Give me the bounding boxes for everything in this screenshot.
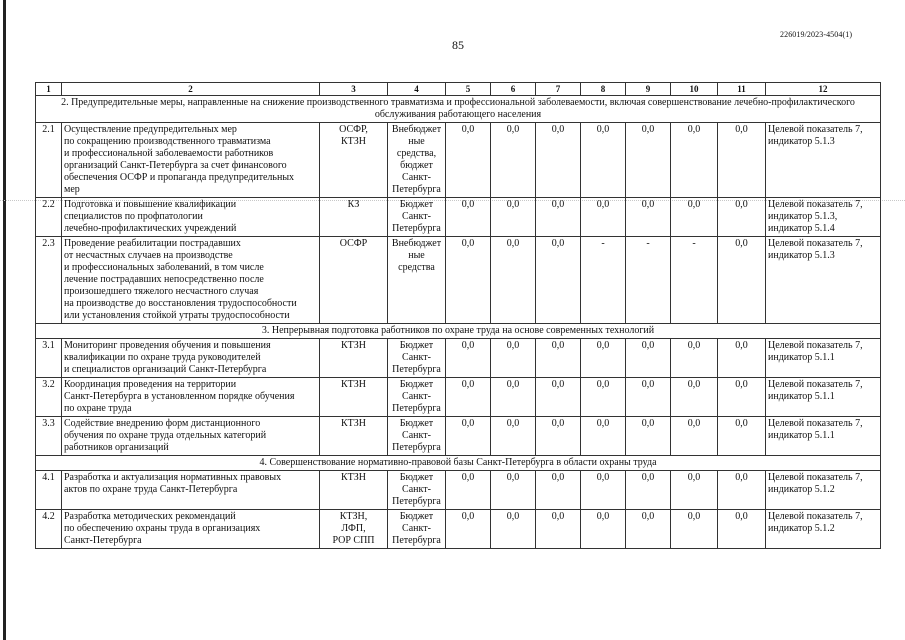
measure-description — [62, 123, 320, 198]
text-line: Петербурга — [392, 364, 441, 375]
text-line: Целевой показатель 7, — [768, 238, 863, 249]
section-header-row — [36, 456, 881, 471]
text-line: Разработка и актуализация нормативных правовых — [64, 472, 282, 483]
executor — [320, 378, 388, 417]
measure-description — [62, 510, 320, 549]
target-indicator — [766, 237, 881, 324]
text-line: или установления стойкой утраты трудоспособности — [64, 310, 290, 321]
funding-value: 0,0 — [718, 339, 766, 378]
text-line: Целевой показатель 7, — [768, 418, 863, 429]
text-line: КТЗН — [340, 136, 366, 147]
table-row — [36, 237, 881, 324]
column-header: 2 — [62, 83, 320, 96]
document-id: 226019/2023-4504(1) — [780, 30, 853, 39]
text-line: на производстве до восстановления трудоспособности — [64, 298, 297, 309]
funding-value: 0,0 — [446, 198, 491, 237]
row-number: 3.2 — [36, 378, 62, 417]
table-row — [36, 339, 881, 378]
funding-value: 0,0 — [446, 510, 491, 549]
funding-value: 0,0 — [446, 339, 491, 378]
text-line: Бюджет — [399, 418, 434, 429]
text-line: ные — [408, 250, 425, 261]
funding-value: 0,0 — [718, 123, 766, 198]
text-line: организаций Санкт-Петербурга за счет финансового — [64, 160, 287, 171]
text-line: Целевой показатель 7, — [768, 124, 863, 135]
text-line: индикатор 5.1.2 — [768, 484, 835, 495]
text-line: ОСФР — [339, 238, 368, 249]
text-line: Санкт- — [402, 391, 431, 402]
funding-value: - — [581, 237, 626, 324]
target-indicator — [766, 471, 881, 510]
funding-value: 0,0 — [718, 378, 766, 417]
text-line: Осуществление предупредительных мер — [64, 124, 237, 135]
funding-value: 0,0 — [491, 339, 536, 378]
funding-value: 0,0 — [536, 510, 581, 549]
funding-value: 0,0 — [536, 123, 581, 198]
target-indicator — [766, 378, 881, 417]
text-line: Санкт- — [402, 352, 431, 363]
funding-value: 0,0 — [581, 417, 626, 456]
row-number: 4.1 — [36, 471, 62, 510]
funding-value: 0,0 — [718, 510, 766, 549]
text-line: КТЗН — [340, 418, 366, 429]
measure-description — [62, 237, 320, 324]
text-line: Бюджет — [399, 199, 434, 210]
executor — [320, 339, 388, 378]
text-line: Петербурга — [392, 403, 441, 414]
text-line: Внебюджет — [391, 124, 442, 135]
text-line: Целевой показатель 7, — [768, 199, 863, 210]
funding-value: - — [671, 237, 718, 324]
funding-source — [388, 339, 446, 378]
target-indicator — [766, 417, 881, 456]
table-row — [36, 198, 881, 237]
column-header: 11 — [718, 83, 766, 96]
text-line: ОСФР, — [339, 124, 368, 135]
funding-value: 0,0 — [536, 237, 581, 324]
text-line: Бюджет — [399, 511, 434, 522]
text-line: Петербурга — [392, 442, 441, 453]
section-title: 2. Предупредительные меры, направленные на снижение производственного травматизма и профессиональной заболеваемости, включая совершенствование лечебно-профилактического обслуживания работающего населения — [36, 96, 881, 123]
funding-value: 0,0 — [491, 123, 536, 198]
row-number: 2.2 — [36, 198, 62, 237]
funding-value: 0,0 — [581, 510, 626, 549]
text-line: Санкт- — [402, 430, 431, 441]
funding-value: 0,0 — [491, 378, 536, 417]
funding-value: 0,0 — [446, 417, 491, 456]
target-indicator — [766, 123, 881, 198]
text-line: Бюджет — [399, 379, 434, 390]
measure-description — [62, 198, 320, 237]
funding-value: 0,0 — [536, 339, 581, 378]
funding-value: 0,0 — [581, 198, 626, 237]
column-header: 12 — [766, 83, 881, 96]
text-line: индикатор 5.1.3 — [768, 250, 835, 261]
text-line: обеспечения ОСФР и пропаганда предупредительных — [64, 172, 295, 183]
text-line: индикатор 5.1.2 — [768, 523, 835, 534]
funding-value: 0,0 — [626, 123, 671, 198]
text-line: по обеспечению охраны труда в организациях — [64, 523, 261, 534]
funding-value: 0,0 — [446, 123, 491, 198]
text-line: Бюджет — [399, 472, 434, 483]
column-header: 9 — [626, 83, 671, 96]
column-header: 1 — [36, 83, 62, 96]
executor — [320, 123, 388, 198]
target-indicator — [766, 510, 881, 549]
measure-description — [62, 339, 320, 378]
text-line: Бюджет — [399, 340, 434, 351]
text-line: квалификации по охране труда руководителей — [64, 352, 261, 363]
funding-value: 0,0 — [671, 471, 718, 510]
text-line: Петербурга — [392, 535, 441, 546]
column-header: 10 — [671, 83, 718, 96]
row-number: 3.1 — [36, 339, 62, 378]
funding-value: 0,0 — [491, 198, 536, 237]
funding-value: 0,0 — [671, 339, 718, 378]
column-number-row — [36, 83, 881, 96]
table-row — [36, 471, 881, 510]
table-row — [36, 510, 881, 549]
text-line: индикатор 5.1.1 — [768, 352, 835, 363]
text-line: по сокращению производственного травматизма — [64, 136, 271, 147]
text-line: Санкт- — [402, 172, 431, 183]
funding-value: 0,0 — [626, 378, 671, 417]
text-line: Целевой показатель 7, — [768, 379, 863, 390]
text-line: от несчастных случаев на производстве — [64, 250, 233, 261]
funding-value: 0,0 — [626, 417, 671, 456]
funding-value: 0,0 — [581, 339, 626, 378]
funding-value: 0,0 — [718, 417, 766, 456]
text-line: Координация проведения на территории — [64, 379, 237, 390]
column-header: 7 — [536, 83, 581, 96]
funding-value: 0,0 — [626, 471, 671, 510]
column-header: 8 — [581, 83, 626, 96]
measure-description — [62, 378, 320, 417]
executor — [320, 471, 388, 510]
text-line: Санкт- — [402, 523, 431, 534]
text-line: ные — [408, 136, 425, 147]
text-line: индикатор 5.1.3, — [768, 211, 838, 222]
funding-value: - — [626, 237, 671, 324]
text-line: РОР СПП — [332, 535, 375, 546]
text-line: Содействие внедрению форм дистанционного — [64, 418, 261, 429]
funding-value: 0,0 — [536, 471, 581, 510]
page-number: 85 — [452, 38, 464, 52]
section-title: 4. Совершенствование нормативно-правовой базы Санкт-Петербурга в области охраны труда — [36, 456, 881, 471]
section-title: 3. Непрерывная подготовка работников по охране труда на основе современных технологий — [36, 324, 881, 339]
executor — [320, 417, 388, 456]
text-line: Разработка методических рекомендаций — [64, 511, 236, 522]
funding-value: 0,0 — [536, 198, 581, 237]
executor — [320, 237, 388, 324]
column-header: 4 — [388, 83, 446, 96]
text-line: специалистов по профпатологии — [64, 211, 203, 222]
table-row — [36, 123, 881, 198]
text-line: Мониторинг проведения обучения и повышения — [64, 340, 271, 351]
text-line: КТЗН — [340, 472, 366, 483]
funding-value: 0,0 — [446, 237, 491, 324]
text-line: мер — [64, 184, 80, 195]
funding-source — [388, 510, 446, 549]
text-line: Петербурга — [392, 223, 441, 234]
text-line: Целевой показатель 7, — [768, 340, 863, 351]
funding-value: 0,0 — [446, 471, 491, 510]
text-line: Санкт-Петербурга — [64, 535, 142, 546]
text-line: произошедшего тяжелого несчастного случая — [64, 286, 259, 297]
measure-description — [62, 471, 320, 510]
funding-source — [388, 198, 446, 237]
text-line: КТЗН, — [339, 511, 368, 522]
text-line: Петербурга — [392, 496, 441, 507]
column-header: 5 — [446, 83, 491, 96]
funding-value: 0,0 — [671, 510, 718, 549]
funding-value: 0,0 — [671, 123, 718, 198]
text-line: индикатор 5.1.4 — [768, 223, 835, 234]
funding-value: 0,0 — [718, 471, 766, 510]
column-header: 3 — [320, 83, 388, 96]
funding-value: 0,0 — [491, 417, 536, 456]
funding-source — [388, 471, 446, 510]
funding-value: 0,0 — [581, 123, 626, 198]
funding-source — [388, 237, 446, 324]
funding-value: 0,0 — [671, 417, 718, 456]
text-line: КЗ — [347, 199, 360, 210]
program-table — [35, 82, 881, 549]
table-row — [36, 378, 881, 417]
funding-value: 0,0 — [491, 237, 536, 324]
funding-value: 0,0 — [626, 198, 671, 237]
text-line: КТЗН — [340, 379, 366, 390]
funding-value: 0,0 — [718, 198, 766, 237]
section-header-row — [36, 324, 881, 339]
text-line: Внебюджет — [391, 238, 442, 249]
table-row — [36, 417, 881, 456]
text-line: Петербурга — [392, 184, 441, 195]
row-number: 2.3 — [36, 237, 62, 324]
funding-value: 0,0 — [718, 237, 766, 324]
funding-value: 0,0 — [536, 378, 581, 417]
funding-source — [388, 417, 446, 456]
text-line: Целевой показатель 7, — [768, 511, 863, 522]
row-number: 4.2 — [36, 510, 62, 549]
section-header-row — [36, 96, 881, 123]
text-line: бюджет — [400, 160, 433, 171]
column-header: 6 — [491, 83, 536, 96]
text-line: КТЗН — [340, 340, 366, 351]
funding-source — [388, 378, 446, 417]
funding-value: 0,0 — [446, 378, 491, 417]
target-indicator — [766, 339, 881, 378]
executor — [320, 198, 388, 237]
measure-description — [62, 417, 320, 456]
funding-value: 0,0 — [491, 471, 536, 510]
text-line: Санкт- — [402, 211, 431, 222]
text-line: и специалистов организаций Санкт-Петербурга — [64, 364, 267, 375]
funding-value: 0,0 — [536, 417, 581, 456]
text-line: Санкт-Петербурга в установленном порядке обучения — [64, 391, 295, 402]
text-line: индикатор 5.1.1 — [768, 430, 835, 441]
text-line: по охране труда — [64, 403, 132, 414]
row-number: 3.3 — [36, 417, 62, 456]
text-line: индикатор 5.1.1 — [768, 391, 835, 402]
text-line: средства, — [396, 148, 437, 159]
text-line: Подготовка и повышение квалификации — [64, 199, 237, 210]
row-number: 2.1 — [36, 123, 62, 198]
text-line: работников организаций — [64, 442, 169, 453]
text-line: и профессиональных заболеваний, в том числе — [64, 262, 264, 273]
text-line: и профессиональной заболеваемости работников — [64, 148, 274, 159]
text-line: Целевой показатель 7, — [768, 472, 863, 483]
funding-value: 0,0 — [581, 378, 626, 417]
funding-value: 0,0 — [581, 471, 626, 510]
target-indicator — [766, 198, 881, 237]
text-line: лечебно-профилактических учреждений — [64, 223, 237, 234]
text-line: Проведение реабилитации пострадавших — [64, 238, 241, 249]
funding-value: 0,0 — [671, 378, 718, 417]
funding-source — [388, 123, 446, 198]
funding-value: 0,0 — [491, 510, 536, 549]
text-line: актов по охране труда Санкт-Петербурга — [64, 484, 238, 495]
text-line: лечение пострадавших непосредственно после — [64, 274, 264, 285]
executor — [320, 510, 388, 549]
funding-value: 0,0 — [626, 339, 671, 378]
text-line: индикатор 5.1.3 — [768, 136, 835, 147]
scan-binding-edge — [3, 0, 6, 640]
funding-value: 0,0 — [671, 198, 718, 237]
funding-value: 0,0 — [626, 510, 671, 549]
text-line: обучения по охране труда отдельных категорий — [64, 430, 267, 441]
text-line: средства — [398, 262, 435, 273]
text-line: Санкт- — [402, 484, 431, 495]
text-line: ЛФП, — [341, 523, 366, 534]
